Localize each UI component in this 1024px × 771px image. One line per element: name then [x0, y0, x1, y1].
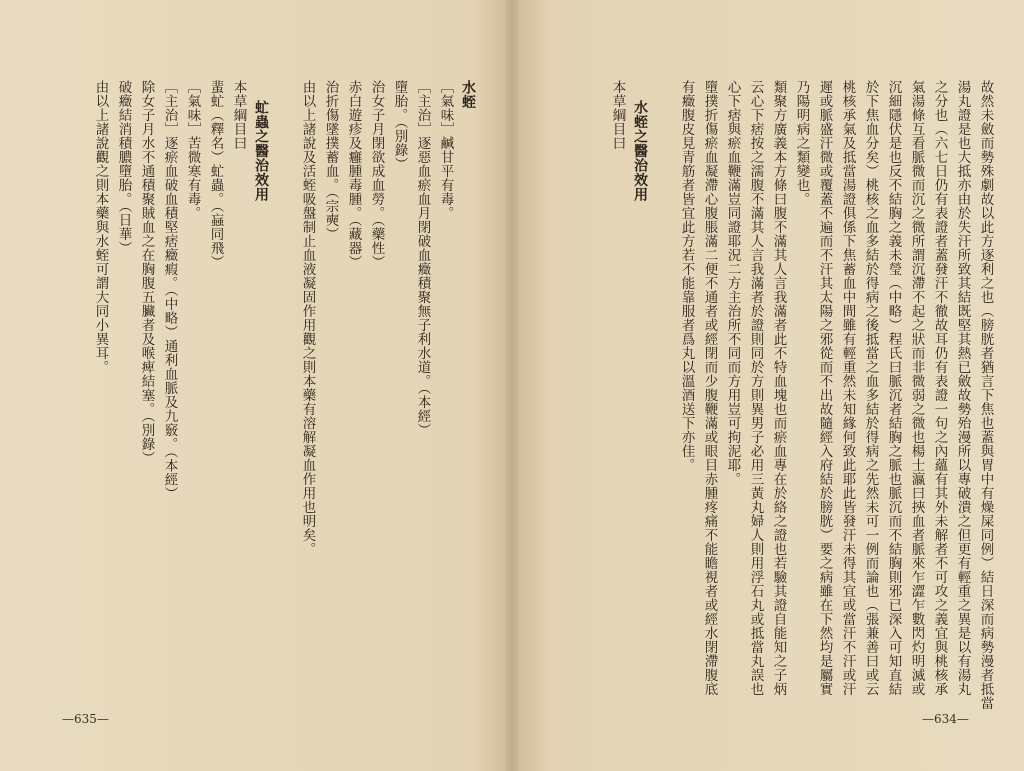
left-col-1: ［氣味］鹹甘平有毒。 — [437, 80, 454, 220]
right-col-4: 沉細隱伏是也反不結胸之義未瑩（中略）程氏曰脈沉者結胸之脈也脈沉而不結胸則邪已深入可知直結 — [885, 80, 902, 696]
book-gutter — [505, 0, 519, 771]
right-col-1: 湯丸證是也大抵亦由於失汗所致其結既堅其熱已斂故勢殆漫所以專破潰之但更有輕重之異是以有湯丸 — [954, 80, 971, 696]
right-section-heading: 水蛭之醫治效用 — [632, 100, 648, 202]
right-col-6: 桃核承氣及抵當湯證俱係下焦蓄血中間雖有輕重然未知緣何致此耶此皆發汗未得其宜或當汗不汗或汗 — [839, 80, 856, 696]
right-col-16: 本草綱目曰 — [609, 80, 626, 150]
left-col-13: ［主治］逐瘀血破血積堅痞癥瘕。（中略）通利血脈及九竅。（本經） — [161, 80, 178, 501]
left-col-4: 治女子月閉欲成血勞。（藥性） — [368, 80, 385, 270]
page-number-right: —634— — [922, 712, 969, 726]
page-number-left: —635— — [62, 712, 109, 726]
right-col-13: 有癥腹皮見青筋者皆宜此方若不能靠服者爲丸以溫酒送下亦佳。 — [678, 80, 695, 472]
left-col-10: 本草綱目曰 — [230, 80, 247, 150]
left-col-6: 治折傷墜撲蓄血。（宗奭） — [322, 80, 339, 242]
left-col-0: 水蛭 — [460, 80, 476, 109]
right-col-5: 於下焦血分矣）桃核之血多結於得病之後抵當之血多結於得病之先然未可一例而論也（張兼善曰或云 — [862, 80, 879, 696]
right-page — [512, 0, 1024, 771]
left-col-11: 蜚虻（釋名）虻蟲。（蝱同飛） — [207, 80, 224, 270]
right-col-8: 乃陽明病之類變也。 — [793, 80, 810, 206]
left-col-5: 赤白遊疹及癰腫毒腫。（藏器） — [345, 80, 362, 270]
right-col-7: 遲或脈盛汗微或覆蓋不遍而不汗其太陽之邪從而不出故隨經入府結於膀胱）要之病雖在下然均是屬實 — [816, 80, 833, 696]
right-col-12: 墮撲折傷瘀血凝滯心腹脹滿二便不通者或經閉而少腹鞭滿或眼目赤腫疼痛不能瞻視者或經水閉滯腹底 — [701, 80, 718, 696]
left-section-heading: 虻蟲之醫治效用 — [253, 100, 269, 202]
left-col-3: 墮胎。（別錄） — [391, 80, 408, 172]
right-col-11: 心下痞與瘀血鞭滿豈同證耶況二方主治所不同而方用豈可拘泥耶。 — [724, 80, 741, 486]
left-col-16: 由以上諸說觀之則本藥與水蛭可謂大同小異耳。 — [92, 80, 109, 374]
right-col-9: 類聚方廣義本方條曰腹不滿其人言我滿者此不特血塊也而瘀血專在於絡之證也若驗其證自能知之子炳 — [770, 80, 787, 696]
right-col-0: 故然未斂而勢殊劇故以此方逐利之也（膀胱者猶言下焦也蓋與胃中有燥屎同例）結日深而病勢漫者抵當 — [977, 80, 994, 710]
right-col-2: 之分也（六七日仍有表證者蓋發汗不徹故耳仍有表證一句之內蘊有其外未解者不可攻之義宜與桃核承 — [931, 80, 948, 696]
left-col-2: ［主治］逐惡血瘀血月閉破血癥積聚無子利水道。（本經） — [414, 80, 431, 438]
right-col-10: 云心下痞按之濡腹不滿其人言我滿者於證則同於方則異男子必用三黃丸婦人則用浮石丸或抵當丸誤也 — [747, 80, 764, 696]
left-col-14: 除女子月水不通積聚賊血之在胸腹五臟者及喉痺結塞。（別錄） — [138, 80, 155, 466]
left-col-7: 由以上諸說及活蛭吸盤制止血液凝固作用觀之則本藥有溶解凝血作用也明矣。 — [299, 80, 316, 556]
left-col-12: ［氣味］苦微寒有毒。 — [184, 80, 201, 220]
left-col-15: 破癥結消積膿墮胎。（日華） — [115, 80, 132, 256]
right-col-3: 氣湯條互看脈微而沉之微所謂沉滯不起之狀而非微弱之微也楊士瀛曰挾血者脈來乍澀乍數閃灼明滅或 — [908, 80, 925, 696]
